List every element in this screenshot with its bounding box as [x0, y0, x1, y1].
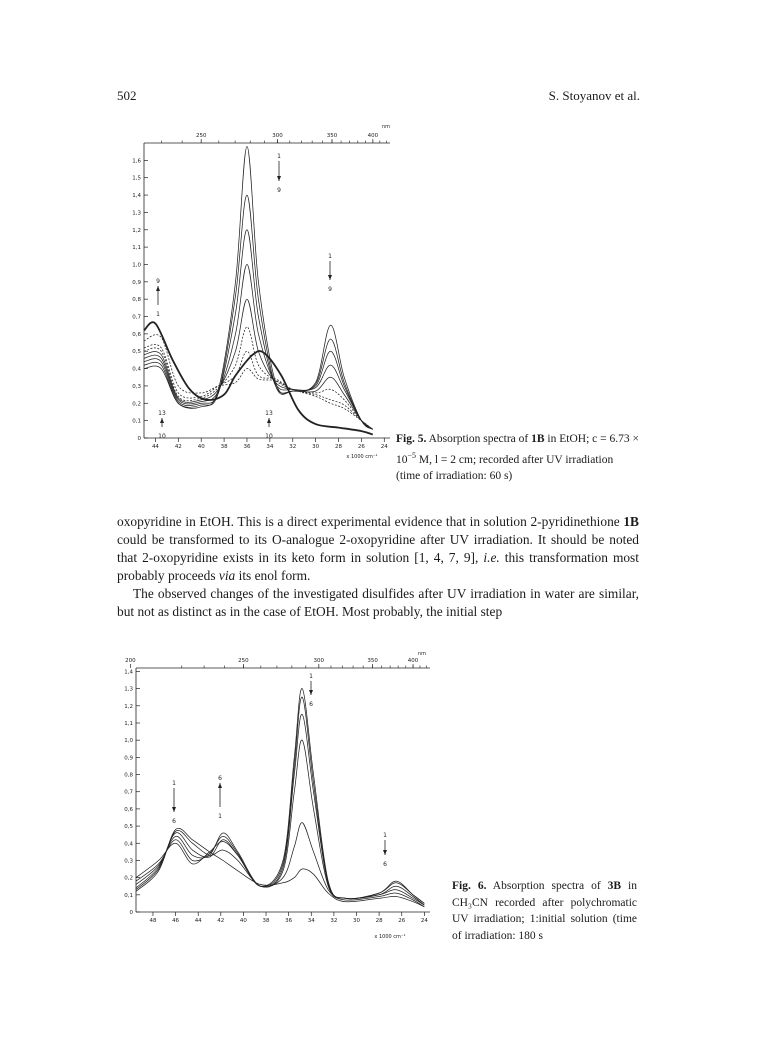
x-tick-label: 32 — [330, 918, 338, 924]
arrow-peak-230-head — [156, 286, 160, 291]
arrow-peak-380-label-top: 1 — [383, 832, 387, 839]
arrow-peak-300-label-bottom: 9 — [277, 187, 281, 194]
nm-tick-label: 250 — [238, 658, 249, 664]
x-tick-label: 38 — [220, 444, 228, 450]
y-tick-label: 0,3 — [124, 858, 133, 865]
wavenumber-unit-label: x 1000 cm⁻¹ — [346, 454, 378, 460]
series-line — [136, 697, 424, 903]
nm-tick-label: 350 — [367, 658, 378, 664]
x-tick-label: 30 — [312, 444, 320, 450]
y-tick-label: 0,5 — [132, 349, 141, 356]
figure-6-compound: 3B — [607, 880, 622, 892]
y-tick-label: 0,4 — [124, 841, 133, 848]
arrow-isosbestic-left-head — [160, 418, 164, 423]
series-line — [144, 299, 373, 429]
arrow-isosbestic-right-head — [267, 418, 271, 423]
figure-6-label: Fig. 6. — [452, 880, 487, 892]
arrow-peak-290-head — [309, 690, 313, 695]
x-tick-label: 24 — [420, 918, 428, 924]
figure-6-caption-text-b: in CH₃CN recorded after polychromatic UV irradiation; 1:initial solution (time of irradiation: 180 s — [452, 880, 637, 942]
series-line — [144, 327, 373, 429]
x-tick-label: 24 — [380, 444, 388, 450]
arrow-peak-240-label-top: 6 — [218, 775, 222, 782]
y-tick-label: 1,6 — [132, 158, 141, 165]
x-tick-label: 44 — [194, 918, 202, 924]
arrow-peak-215-head — [172, 807, 176, 812]
y-tick-label: 1,0 — [124, 738, 133, 745]
x-tick-label: 40 — [197, 444, 205, 450]
para1-via: via — [218, 568, 236, 583]
y-tick-label: 1,4 — [124, 669, 133, 676]
y-tick-label: 0,7 — [124, 789, 133, 796]
arrow-peak-215-label-bottom: 6 — [172, 818, 176, 825]
arrow-peak-290-label-bottom: 6 — [309, 701, 313, 708]
y-tick-label: 0,3 — [132, 383, 141, 390]
y-tick-label: 0 — [137, 436, 141, 442]
arrow-peak-300-head — [277, 176, 281, 181]
para1-text-a: oxopyridine in EtOH. This is a direct experimental evidence that in solution 2-pyridinethione — [117, 514, 624, 529]
y-tick-label: 0,5 — [124, 824, 133, 831]
nm-unit-label: nm — [417, 651, 427, 657]
figure-6-chart — [118, 650, 436, 950]
body-text — [117, 513, 639, 621]
figure-6-caption — [452, 878, 637, 944]
x-tick-label: 28 — [375, 918, 383, 924]
arrow-isosbestic-right-label-bottom: 10 — [265, 433, 273, 440]
figure-5-chart — [118, 118, 400, 480]
nm-tick-label: 300 — [313, 658, 325, 664]
series-line — [144, 265, 373, 430]
running-head-authors: S. Stoyanov et al. — [548, 88, 640, 103]
y-tick-label: 1,5 — [132, 175, 141, 182]
arrow-peak-380-head — [383, 850, 387, 855]
arrow-peak-240-head — [218, 783, 222, 788]
arrow-isosbestic-left-label-top: 13 — [158, 410, 166, 417]
arrow-peak-230-label-bottom: 1 — [156, 311, 160, 318]
x-tick-label: 30 — [353, 918, 360, 924]
arrow-peak-380-label-bottom: 6 — [383, 861, 387, 868]
y-tick-label: 1,3 — [132, 210, 141, 217]
x-tick-label: 42 — [217, 918, 225, 924]
x-tick-label: 34 — [307, 918, 315, 924]
x-tick-label: 26 — [357, 444, 365, 450]
y-tick-label: 0,1 — [124, 892, 133, 899]
x-tick-label: 42 — [174, 444, 182, 450]
x-tick-label: 28 — [335, 444, 343, 450]
x-tick-label: 44 — [151, 444, 159, 450]
y-tick-label: 0,4 — [132, 366, 141, 373]
figure-5-caption-text-a: Absorption spectra of — [426, 433, 532, 445]
y-tick-label: 0,6 — [132, 331, 141, 338]
para1-compound: 1B — [623, 514, 639, 529]
nm-tick-label: 200 — [125, 658, 136, 664]
y-tick-label: 0,6 — [124, 806, 133, 813]
para1-text-g: its enol form. — [235, 568, 311, 583]
page-number: 502 — [117, 88, 137, 103]
x-tick-label: 34 — [266, 444, 274, 450]
figure-5-label: Fig. 5. — [396, 433, 427, 445]
wavenumber-unit-label: x 1000 cm⁻¹ — [374, 934, 406, 940]
figure-5-compound: 1B — [531, 433, 545, 445]
series-line — [136, 828, 424, 907]
y-tick-label: 1,0 — [132, 262, 141, 269]
y-tick-label: 0,9 — [132, 279, 141, 286]
y-tick-label: 1,1 — [132, 245, 141, 252]
x-tick-label: 48 — [149, 918, 157, 924]
series-line — [144, 147, 373, 430]
nm-tick-label: 400 — [367, 133, 379, 139]
figure-5-caption-exponent: −5 — [407, 450, 417, 460]
paragraph-1 — [117, 513, 639, 585]
y-tick-label: 0,2 — [132, 401, 141, 408]
arrow-isosbestic-right-label-top: 13 — [265, 410, 273, 417]
arrow-peak-290-label-top: 1 — [309, 673, 313, 680]
series-line — [144, 322, 373, 434]
figure-6-caption-text-a: Absorption spectra of — [486, 880, 608, 892]
x-tick-label: 26 — [398, 918, 406, 924]
arrow-peak-300-label-top: 1 — [277, 153, 281, 160]
arrow-peak-350-head — [328, 275, 332, 280]
x-tick-label: 46 — [172, 918, 180, 924]
y-tick-label: 0 — [129, 910, 133, 916]
arrow-isosbestic-left-label-bottom: 10 — [158, 433, 166, 440]
arrow-peak-350-label-top: 1 — [328, 253, 332, 260]
paragraph-2: The observed changes of the investigated disulfides after UV irradiation in water are similar, but not as distinct as in the case of EtOH. Most probably, the initial step — [117, 586, 639, 619]
para1-text-e: this transformation most probably proceeds — [117, 550, 639, 583]
para1-ie: i.e. — [483, 550, 500, 565]
y-tick-label: 0,9 — [124, 755, 133, 762]
figure-5-caption-text-b: in EtOH; c = 6.73 × 10 — [396, 433, 639, 466]
arrow-peak-350-label-bottom: 9 — [328, 286, 332, 293]
series-line — [144, 344, 373, 429]
nm-tick-label: 300 — [272, 133, 283, 139]
arrow-peak-240-label-bottom: 1 — [218, 813, 222, 820]
y-tick-label: 0,8 — [124, 772, 133, 779]
series-line — [144, 335, 373, 430]
arrow-peak-215-label-top: 1 — [172, 780, 176, 787]
x-tick-label: 36 — [243, 444, 251, 450]
nm-tick-label: 350 — [326, 133, 338, 139]
y-tick-label: 1,1 — [124, 720, 133, 727]
figure-5-caption — [396, 431, 639, 484]
y-tick-label: 0,8 — [132, 297, 141, 304]
y-tick-label: 1,2 — [124, 703, 133, 710]
y-tick-label: 0,1 — [132, 418, 141, 425]
nm-tick-label: 400 — [407, 658, 419, 664]
x-tick-label: 38 — [262, 918, 270, 924]
para1-text-c: could be transformed to its O-analogue 2-oxopyridine after UV irradiation. It should be noted that 2-oxopyridine exists in its keto form in solution [1, 4, 7, 9], — [117, 532, 639, 565]
y-tick-label: 1,2 — [132, 227, 141, 234]
y-tick-label: 1,3 — [124, 686, 133, 693]
nm-tick-label: 250 — [195, 133, 207, 139]
figure-5-caption-text-c: M, l = 2 cm; recorded after UV irradiation (time of irradiation: 60 s) — [396, 453, 614, 482]
x-tick-label: 40 — [239, 918, 247, 924]
arrow-peak-230-label-top: 9 — [156, 278, 160, 285]
x-tick-label: 36 — [285, 918, 293, 924]
y-tick-label: 0,2 — [124, 875, 133, 882]
y-tick-label: 1,4 — [132, 193, 141, 200]
nm-unit-label: nm — [381, 124, 391, 130]
y-tick-label: 0,7 — [132, 314, 141, 321]
x-tick-label: 32 — [289, 444, 297, 450]
